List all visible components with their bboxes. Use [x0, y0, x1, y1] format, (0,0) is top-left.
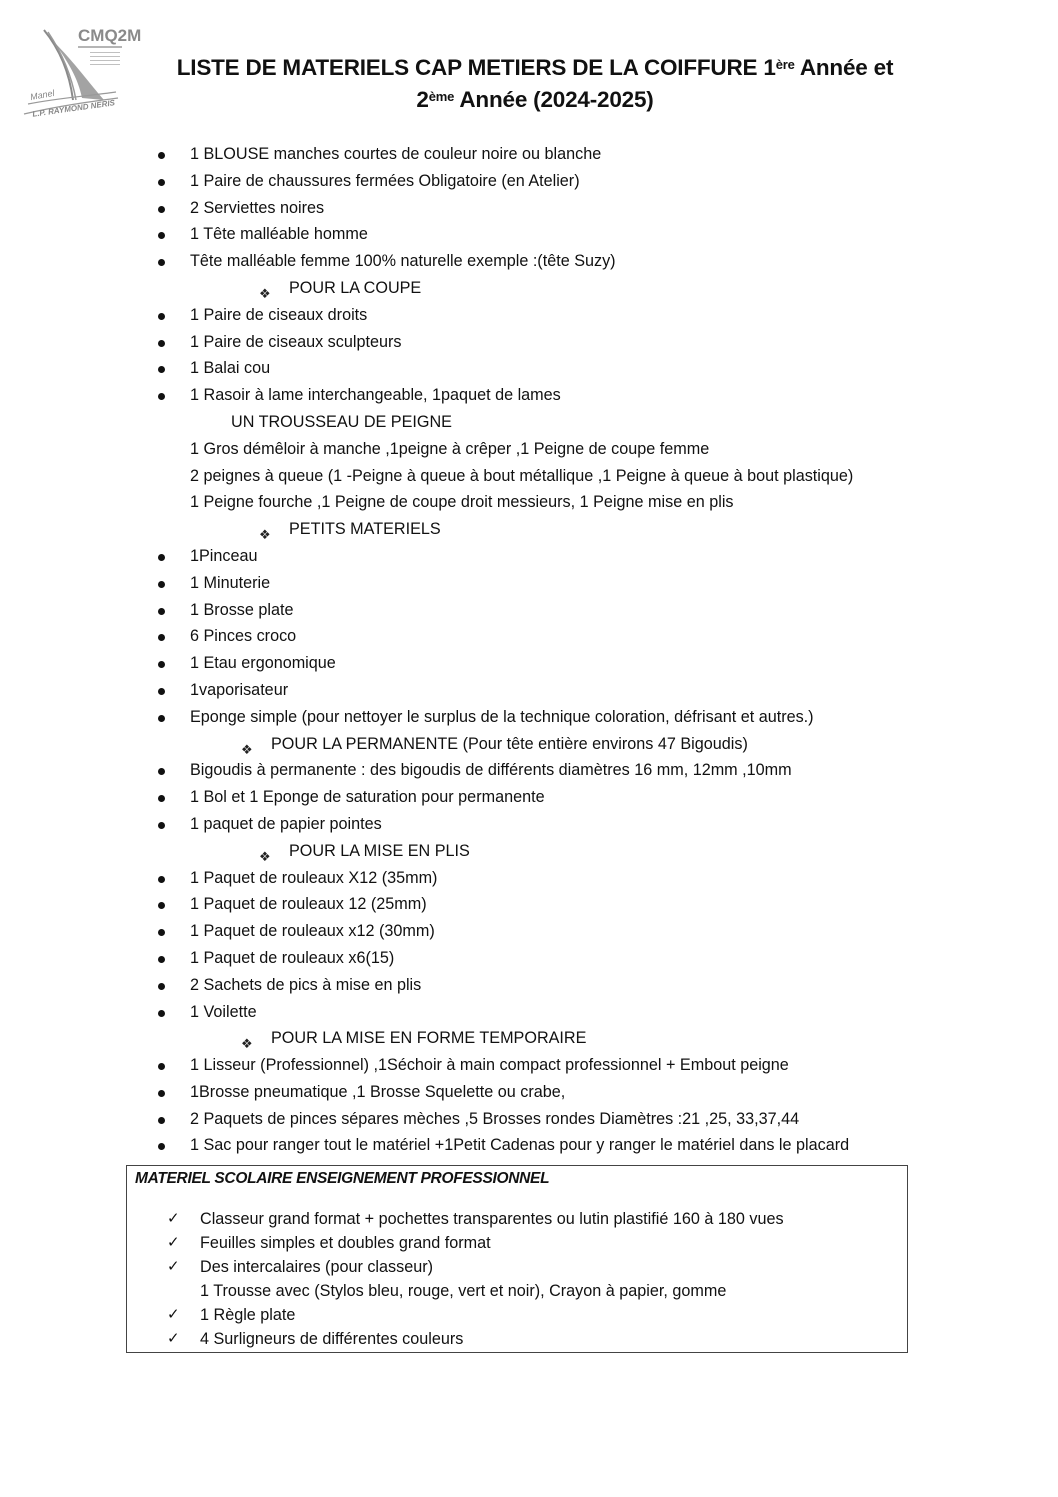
list-item-text: 2 Serviettes noires — [190, 198, 325, 217]
school-supply-text: 4 Surligneurs de différentes couleurs — [200, 1330, 464, 1348]
list-item-text: 1 Paire de ciseaux sculpteurs — [190, 332, 402, 351]
school-supply-text: Classeur grand format + pochettes transparentes ou lutin plastifié 160 à 180 vues — [200, 1210, 784, 1228]
list-item-text: 1 Paquet de rouleaux x12 (30mm) — [190, 922, 435, 941]
list-item — [0, 757, 1058, 784]
list-item — [0, 463, 1058, 490]
list-item — [0, 784, 1058, 811]
school-supply-item — [127, 1303, 907, 1327]
school-supplies-list — [127, 1207, 907, 1351]
list-item-text: PETITS MATERIELS — [289, 520, 441, 539]
bullet-icon — [158, 795, 165, 802]
list-item-text: 1 Voilette — [190, 1002, 257, 1021]
list-item-text: 2 peignes à queue (1 -Peigne à queue à bout métallique ,1 Peigne à queue à bout plastique) — [190, 466, 854, 485]
bullet-icon — [158, 1063, 165, 1070]
list-item — [0, 1106, 1058, 1133]
materials-list — [0, 141, 1058, 1159]
section-heading — [0, 1025, 1058, 1052]
list-item-text: POUR LA MISE EN PLIS — [289, 841, 470, 860]
bullet-icon — [158, 902, 165, 909]
list-item-text: POUR LA PERMANENTE (Pour tête entière environs 47 Bigoudis) — [271, 734, 748, 753]
school-supplies-heading: MATERIEL SCOLAIRE ENSEIGNEMENT PROFESSIONNEL — [135, 1170, 550, 1187]
list-item-text: POUR LA COUPE — [289, 278, 422, 297]
checkmark-icon: ✓ — [167, 1306, 180, 1323]
list-item — [0, 972, 1058, 999]
list-item — [0, 489, 1058, 516]
list-item — [0, 329, 1058, 356]
school-supplies-box — [126, 1165, 908, 1353]
list-item — [0, 570, 1058, 597]
bullet-icon — [158, 1143, 165, 1150]
list-item-text: 2 Sachets de pics à mise en plis — [190, 975, 422, 994]
diamond-bullet-icon: ❖ — [241, 1036, 253, 1052]
logo-signature: Manel — [29, 87, 56, 103]
list-item-text: 1 Paire de chaussures fermées Obligatoire (en Atelier) — [190, 171, 580, 190]
bullet-icon — [158, 634, 165, 641]
bullet-icon — [158, 206, 165, 213]
list-item-text: 1 Bol et 1 Eponge de saturation pour permanente — [190, 788, 545, 807]
list-item — [0, 543, 1058, 570]
list-item — [0, 945, 1058, 972]
list-item-text: 6 Pinces croco — [190, 627, 297, 646]
bullet-icon — [158, 1090, 165, 1097]
list-item — [0, 999, 1058, 1026]
bullet-icon — [158, 1117, 165, 1124]
bullet-icon — [158, 876, 165, 883]
school-supply-text: Feuilles simples et doubles grand format — [200, 1234, 491, 1252]
list-item — [0, 918, 1058, 945]
diamond-bullet-icon: ❖ — [259, 285, 271, 301]
logo-divider — [78, 46, 122, 48]
bullet-icon — [158, 688, 165, 695]
list-item-text: 1 Tête malléable homme — [190, 225, 368, 244]
list-item-text: 1 Lisseur (Professionnel) ,1Séchoir à main compact professionnel + Embout peigne — [190, 1056, 789, 1075]
list-item — [0, 865, 1058, 892]
title-line-1 — [140, 52, 930, 84]
school-supply-item — [127, 1279, 907, 1303]
list-item-text: 1 Rasoir à lame interchangeable, 1paquet de lames — [190, 386, 561, 405]
list-item — [0, 891, 1058, 918]
list-item — [0, 677, 1058, 704]
title-text: Année et — [794, 55, 894, 80]
list-item — [0, 1052, 1058, 1079]
bullet-icon — [158, 956, 165, 963]
list-item-text: 1Pinceau — [190, 546, 258, 565]
list-item-text: 1 paquet de papier pointes — [190, 814, 382, 833]
list-item — [0, 1079, 1058, 1106]
list-item — [0, 168, 1058, 195]
bullet-icon — [158, 152, 165, 159]
checkmark-icon: ✓ — [167, 1234, 180, 1251]
list-item — [0, 355, 1058, 382]
list-item-text: 1 Paquet de rouleaux X12 (35mm) — [190, 868, 438, 887]
section-heading — [0, 516, 1058, 543]
bullet-icon — [158, 715, 165, 722]
school-logo — [18, 22, 142, 122]
bullet-icon — [158, 232, 165, 239]
list-item — [0, 302, 1058, 329]
bullet-icon — [158, 822, 165, 829]
bullet-icon — [158, 768, 165, 775]
list-item-text: 1 Peigne fourche ,1 Peigne de coupe droit messieurs, 1 Peigne mise en plis — [190, 493, 734, 512]
list-item-text: 1 Etau ergonomique — [190, 654, 336, 673]
bullet-icon — [158, 313, 165, 320]
list-item-text: 1 Paquet de rouleaux 12 (25mm) — [190, 895, 427, 914]
list-item-text: Eponge simple (pour nettoyer le surplus de la technique coloration, défrisant et autres.) — [190, 707, 814, 726]
page-title — [140, 52, 930, 116]
list-item — [0, 382, 1058, 409]
list-item-text: 1vaporisateur — [190, 680, 289, 699]
bullet-icon — [158, 340, 165, 347]
title-text: 2 — [416, 87, 429, 112]
school-supply-text: 1 Règle plate — [200, 1306, 296, 1324]
list-item-text: 2 Paquets de pinces sépares mèches ,5 Brosses rondes Diamètres :21 ,25, 33,37,44 — [190, 1109, 800, 1128]
section-heading — [0, 838, 1058, 865]
title-text: Année (2024-2025) — [454, 87, 654, 112]
bullet-icon — [158, 1010, 165, 1017]
logo-school-name: L.P. RAYMOND NERIS — [31, 98, 116, 119]
section-heading — [0, 275, 1058, 302]
checkmark-icon: ✓ — [167, 1258, 180, 1275]
school-supply-text: Des intercalaires (pour classeur) — [200, 1258, 434, 1276]
list-item-text: UN TROUSSEAU DE PEIGNE — [231, 412, 452, 431]
school-supply-item — [127, 1255, 907, 1279]
list-item-text: 1 Paire de ciseaux droits — [190, 305, 368, 324]
list-item-text: POUR LA MISE EN FORME TEMPORAIRE — [271, 1029, 587, 1048]
list-item — [0, 1132, 1058, 1159]
list-item — [0, 195, 1058, 222]
school-supply-item — [127, 1327, 907, 1351]
diamond-bullet-icon: ❖ — [259, 527, 271, 543]
list-item — [0, 248, 1058, 275]
school-supply-text: 1 Trousse avec (Stylos bleu, rouge, vert et noir), Crayon à papier, gomme — [200, 1282, 727, 1300]
diamond-bullet-icon: ❖ — [241, 741, 253, 757]
list-item-text: 1Brosse pneumatique ,1 Brosse Squelette ou crabe, — [190, 1082, 566, 1101]
bullet-icon — [158, 661, 165, 668]
diamond-bullet-icon: ❖ — [259, 848, 271, 864]
school-supply-item — [127, 1207, 907, 1231]
section-heading — [0, 731, 1058, 758]
list-item-text: Bigoudis à permanente : des bigoudis de différents diamètres 16 mm, 12mm ,10mm — [190, 761, 792, 780]
logo-address-lines — [90, 52, 120, 68]
bullet-icon — [158, 179, 165, 186]
list-item-text: 1 Minuterie — [190, 573, 271, 592]
list-item-text: 1 Sac pour ranger tout le matériel +1Petit Cadenas pour y ranger le matériel dans le placard — [190, 1136, 850, 1155]
bullet-icon — [158, 983, 165, 990]
list-item-text: 1 Gros démêloir à manche ,1peigne à crêper ,1 Peigne de coupe femme — [190, 439, 710, 458]
title-line-2 — [140, 84, 930, 116]
school-supply-item — [127, 1231, 907, 1255]
bullet-icon — [158, 259, 165, 266]
list-item — [0, 221, 1058, 248]
list-item — [0, 704, 1058, 731]
title-superscript: ère — [775, 57, 795, 72]
list-item-text: Tête malléable femme 100% naturelle exemple :(tête Suzy) — [190, 252, 616, 271]
checkmark-icon: ✓ — [167, 1210, 180, 1227]
list-item — [0, 650, 1058, 677]
title-text: LISTE DE MATERIELS CAP METIERS DE LA COIFFURE 1 — [176, 55, 776, 80]
list-item — [0, 623, 1058, 650]
logo-brand: CMQ2M — [78, 26, 142, 45]
list-item-text: 1 Brosse plate — [190, 600, 294, 619]
list-item-text: 1 Balai cou — [190, 359, 271, 378]
list-item-text: 1 BLOUSE manches courtes de couleur noire ou blanche — [190, 145, 602, 163]
bullet-icon — [158, 929, 165, 936]
checkmark-icon: ✓ — [167, 1330, 180, 1347]
bullet-icon — [158, 393, 165, 400]
bullet-icon — [158, 366, 165, 373]
title-superscript: ème — [428, 89, 455, 104]
bullet-icon — [158, 554, 165, 561]
bullet-icon — [158, 581, 165, 588]
list-item — [0, 436, 1058, 463]
bullet-icon — [158, 608, 165, 615]
list-item — [0, 811, 1058, 838]
subheading — [0, 409, 1058, 436]
list-item — [0, 597, 1058, 624]
list-item-text: 1 Paquet de rouleaux x6(15) — [190, 948, 395, 967]
list-item — [0, 141, 1058, 168]
